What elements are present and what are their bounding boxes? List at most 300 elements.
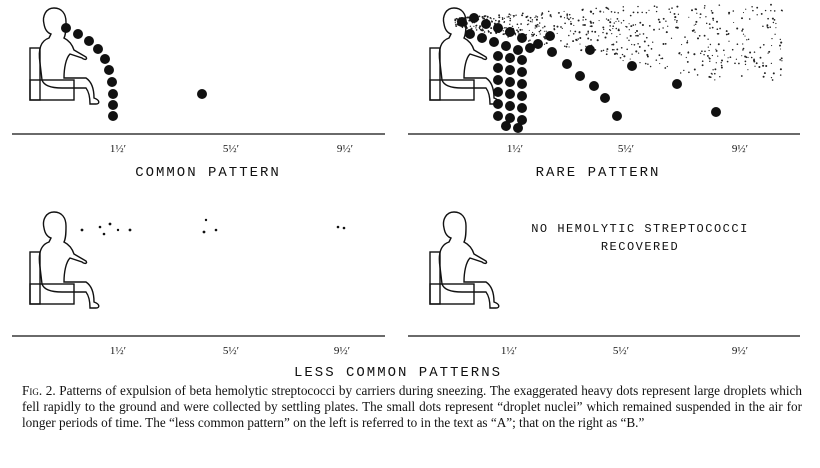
droplet-nucleus <box>498 14 500 16</box>
droplet-nucleus <box>676 6 678 8</box>
droplet-nucleus <box>683 70 684 71</box>
droplet-nucleus <box>564 17 565 18</box>
droplet-nucleus <box>697 74 699 76</box>
droplet-nucleus <box>712 55 713 56</box>
droplet-nucleus <box>667 66 668 67</box>
droplet-nucleus <box>515 33 516 34</box>
tick-label: 5½′ <box>612 345 630 357</box>
droplet-nucleus <box>590 39 592 41</box>
droplet-nucleus <box>659 63 660 64</box>
droplet-nucleus <box>744 56 746 58</box>
droplet-nucleus <box>656 11 657 12</box>
droplet-nucleus <box>454 19 456 21</box>
droplet-nucleus <box>747 69 748 70</box>
droplet-nucleus <box>599 10 601 12</box>
droplet-nucleus <box>730 56 732 58</box>
droplet-nucleus <box>710 44 711 45</box>
droplet-nucleus <box>550 14 552 16</box>
droplet-nucleus <box>719 4 721 6</box>
droplet-nucleus <box>712 18 714 20</box>
droplet-nucleus <box>491 21 493 23</box>
droplet-nucleus <box>721 67 723 69</box>
droplet-nucleus <box>752 10 754 12</box>
droplet-nucleus <box>569 46 570 47</box>
droplet-nucleus <box>560 26 562 28</box>
droplet-nucleus <box>675 27 677 29</box>
droplet-nucleus <box>772 18 774 20</box>
droplet-nucleus <box>566 46 568 48</box>
droplet-nucleus <box>630 25 632 27</box>
droplet-nucleus <box>695 8 697 10</box>
droplet-nucleus <box>504 34 505 35</box>
droplet-nucleus <box>634 44 636 46</box>
droplet-nucleus <box>717 56 718 57</box>
droplet-nucleus <box>691 9 693 11</box>
droplet-nucleus <box>595 8 597 10</box>
droplet-nucleus <box>517 31 519 33</box>
droplet-nucleus <box>573 25 574 26</box>
droplet-nucleus <box>775 27 776 28</box>
droplet-nucleus <box>564 22 566 24</box>
droplet-nucleus <box>618 28 619 29</box>
droplet-nucleus <box>768 51 770 53</box>
droplet-nucleus <box>704 35 706 37</box>
droplet-nucleus <box>610 18 611 19</box>
droplet-nucleus <box>560 16 562 18</box>
droplet-nucleus <box>678 52 680 54</box>
droplet-nucleus <box>616 41 618 43</box>
droplet-nucleus <box>663 18 665 20</box>
droplet-nucleus <box>536 25 537 26</box>
droplet-nucleus <box>584 24 586 26</box>
droplet-nucleus <box>557 33 558 34</box>
droplet-nucleus <box>631 44 632 45</box>
droplet-nucleus <box>641 12 643 14</box>
droplet-nucleus <box>670 12 671 13</box>
droplet-nucleus <box>480 29 481 30</box>
droplet-nucleus <box>743 12 744 13</box>
droplet-nucleus <box>550 16 551 17</box>
droplet-nucleus <box>771 45 772 46</box>
droplet-nucleus <box>548 11 550 13</box>
droplet-nucleus <box>715 49 716 50</box>
droplet-nucleus <box>504 21 505 22</box>
droplet-nucleus <box>630 35 632 37</box>
droplet-nucleus <box>721 65 723 67</box>
droplet-nucleus <box>665 20 666 21</box>
droplet-nucleus <box>742 28 744 30</box>
droplet-nucleus <box>678 14 679 15</box>
droplet-nucleus <box>574 31 576 33</box>
droplet-nucleus <box>590 22 592 24</box>
droplet-nucleus <box>617 12 619 14</box>
droplet-nucleus <box>592 22 594 24</box>
droplet-nucleus <box>579 37 581 39</box>
droplet-nucleus <box>709 61 710 62</box>
droplet-nucleus <box>527 16 528 17</box>
droplet-nucleus <box>546 31 547 32</box>
droplet-nucleus <box>572 40 574 42</box>
droplet-nucleus <box>681 54 682 55</box>
droplet-nucleus <box>693 53 695 55</box>
droplet-nucleus <box>697 37 699 39</box>
droplet-nucleus <box>728 57 729 58</box>
droplet-nucleus <box>642 24 644 26</box>
droplet-nucleus <box>470 26 471 27</box>
droplet-nucleus <box>564 46 565 47</box>
droplet-nucleus <box>590 10 592 12</box>
droplet-nucleus <box>781 57 783 59</box>
droplet-nucleus <box>684 36 686 38</box>
droplet-nucleus <box>619 34 620 35</box>
droplet-nucleus <box>510 14 511 15</box>
droplet-nucleus <box>707 55 709 57</box>
droplet-nucleus <box>529 30 530 31</box>
droplet-nucleus <box>639 22 641 24</box>
droplet-nucleus <box>514 15 515 16</box>
droplet-nucleus <box>781 60 782 61</box>
droplet-nucleus <box>704 7 705 8</box>
droplet-nucleus <box>535 15 536 16</box>
droplet-nucleus <box>658 19 660 21</box>
droplet-nucleus <box>651 48 653 50</box>
droplet-nucleus <box>537 16 539 18</box>
droplet-nucleus <box>517 23 519 25</box>
droplet-nucleus <box>518 27 519 28</box>
droplet-nucleus <box>506 27 507 28</box>
droplet-nucleus <box>623 6 624 7</box>
droplet-nucleus <box>648 45 650 47</box>
seated-person-a <box>30 212 99 308</box>
droplet-nucleus <box>615 21 616 22</box>
droplet-nucleus <box>585 19 587 21</box>
droplet-nucleus <box>616 28 618 30</box>
droplet-nucleus <box>635 32 636 33</box>
droplet-nucleus <box>717 33 719 35</box>
droplet-nucleus <box>613 49 614 50</box>
droplet-nucleus <box>586 34 588 36</box>
droplet-nucleus <box>774 19 776 21</box>
droplet-nucleus <box>611 33 612 34</box>
droplet-nucleus <box>780 48 781 49</box>
droplet-nucleus <box>680 72 681 73</box>
seated-person-b <box>430 212 499 308</box>
droplet-nucleus <box>599 20 600 21</box>
droplet-nucleus <box>534 17 535 18</box>
droplet-nucleus <box>636 30 638 32</box>
droplet-nucleus <box>711 12 713 14</box>
droplet-nucleus <box>745 64 746 65</box>
droplet-nucleus <box>614 12 616 14</box>
droplet-nucleus <box>780 39 781 40</box>
droplet-nucleus <box>745 61 747 63</box>
droplet-nucleus <box>632 24 634 26</box>
droplet-nucleus <box>744 36 745 37</box>
droplet-nucleus <box>603 50 605 52</box>
droplet-nucleus <box>758 66 760 68</box>
droplet-nucleus <box>616 48 618 50</box>
droplet-nucleus <box>579 31 581 33</box>
droplet-nucleus <box>749 51 751 53</box>
droplet-nucleus <box>704 50 706 52</box>
droplet-nucleus <box>540 33 541 34</box>
droplet-nucleus <box>569 14 571 16</box>
droplet-nucleus <box>633 11 635 13</box>
droplet-nucleus <box>537 24 539 26</box>
droplet-nucleus <box>717 28 719 30</box>
droplet-nucleus <box>535 27 536 28</box>
droplet-nucleus <box>520 23 522 25</box>
droplet-nucleus <box>578 19 580 21</box>
droplet-nucleus <box>541 17 543 19</box>
droplet-nucleus <box>770 4 772 6</box>
droplet-nucleus <box>629 23 630 24</box>
droplet-nucleus <box>700 53 701 54</box>
droplet-nucleus <box>763 76 765 78</box>
droplet-nucleus <box>650 66 652 68</box>
droplet-nucleus <box>665 43 667 45</box>
droplet-nucleus <box>522 29 523 30</box>
droplet-nucleus <box>479 28 480 29</box>
droplet-nucleus <box>521 14 523 16</box>
droplet-nucleus <box>566 13 568 15</box>
droplet-nucleus <box>590 26 591 27</box>
droplet-nucleus <box>531 35 532 36</box>
droplet-nucleus <box>508 13 510 15</box>
droplet-nucleus <box>644 50 646 52</box>
droplet-nucleus <box>674 19 675 20</box>
droplet-nucleus <box>607 19 609 21</box>
droplet-nucleus <box>754 51 756 53</box>
droplet-nucleus <box>771 63 772 64</box>
droplet-nucleus <box>727 34 728 35</box>
tick-label: 5½′ <box>617 143 635 155</box>
droplet-nucleus <box>745 9 746 10</box>
droplet-nucleus <box>509 20 511 22</box>
droplet-nucleus <box>714 79 715 80</box>
droplet-nucleus <box>681 44 682 45</box>
droplet-nucleus <box>694 69 696 71</box>
panel-title-rare: RARE PATTERN <box>535 165 661 181</box>
droplet-nucleus <box>536 35 537 36</box>
tick-label: 1½′ <box>500 345 518 357</box>
droplet-nucleus <box>606 53 608 55</box>
droplet-nucleus <box>570 23 572 25</box>
droplet-nucleus <box>635 50 637 52</box>
droplet-nucleus <box>558 12 560 14</box>
droplet-nucleus <box>763 44 765 46</box>
droplet-nucleus <box>570 17 571 18</box>
droplet-nucleus <box>484 15 486 17</box>
droplet-nucleus <box>773 72 775 74</box>
droplet-nucleus <box>498 16 500 18</box>
droplet-nucleus <box>711 73 712 74</box>
droplet-nucleus <box>646 12 647 13</box>
droplet-nucleus <box>677 27 679 29</box>
droplet-nucleus <box>620 57 622 59</box>
droplet-nucleus <box>688 17 689 18</box>
droplet-nucleus <box>542 27 543 28</box>
droplet-nucleus <box>686 57 687 58</box>
droplet-nucleus <box>635 24 636 25</box>
droplet-nucleus <box>579 44 580 45</box>
tick-label: 9½′ <box>731 143 749 155</box>
droplet-nucleus <box>637 35 639 37</box>
droplet-nucleus <box>714 68 716 70</box>
droplet-nucleus <box>626 26 628 28</box>
droplet-nucleus <box>581 9 583 11</box>
droplet-nucleus <box>727 61 729 63</box>
droplet-nucleus <box>654 5 656 7</box>
droplet-nucleus <box>528 40 530 42</box>
droplet-nucleus <box>644 41 646 43</box>
droplet-nucleus <box>582 24 584 26</box>
droplet-nucleus <box>519 29 521 31</box>
droplet-nucleus <box>507 16 508 17</box>
droplet-nucleus <box>490 17 492 19</box>
droplet-nucleus <box>515 15 516 16</box>
droplet-nucleus <box>626 49 628 51</box>
droplet-nucleus <box>522 13 524 15</box>
droplet-nucleus <box>695 21 697 23</box>
droplet-nucleus <box>708 46 709 47</box>
droplet-nucleus <box>611 11 613 13</box>
droplet-nucleus <box>567 17 569 19</box>
droplet-nucleus <box>532 32 533 33</box>
droplet-nucleus <box>616 36 617 37</box>
droplet-nucleus <box>509 24 510 25</box>
droplet-nucleus <box>719 28 721 30</box>
droplet-nucleus <box>490 32 492 34</box>
tick-label: 1½′ <box>506 143 524 155</box>
droplet-nucleus <box>748 39 749 40</box>
droplet-nucleus <box>504 18 505 19</box>
droplet-nucleus <box>774 34 775 35</box>
droplet-nucleus <box>656 59 658 61</box>
droplet-nucleus <box>692 30 693 31</box>
droplet-nucleus <box>623 55 625 57</box>
droplet-nucleus <box>630 59 631 60</box>
droplet-nucleus <box>512 26 513 27</box>
recovered-note: RECOVERED <box>600 240 680 254</box>
panel-less-common-b <box>408 212 800 357</box>
droplet-nucleus <box>723 49 725 51</box>
droplet-nucleus <box>743 34 744 35</box>
droplet-nucleus <box>490 27 492 29</box>
droplet-nucleus <box>671 38 672 39</box>
droplet-nucleus <box>530 21 531 22</box>
droplet-nucleus <box>773 22 774 23</box>
droplet-nucleus <box>708 50 709 51</box>
droplet-nucleus <box>602 26 604 28</box>
droplet-nucleus <box>701 50 703 52</box>
droplet-nucleus <box>618 20 619 21</box>
droplet-nucleus <box>610 30 611 31</box>
droplet-nucleus <box>544 44 545 45</box>
droplet-nucleus <box>660 58 661 59</box>
droplet-nucleus <box>637 6 638 7</box>
droplet-nucleus <box>709 23 711 25</box>
droplet-nucleus <box>587 38 589 40</box>
droplet-nucleus <box>694 31 695 32</box>
droplet-nucleus <box>544 31 545 32</box>
droplet-nucleus <box>762 26 764 28</box>
droplet-nucleus <box>648 10 649 11</box>
droplet-nucleus <box>751 57 753 59</box>
droplet-nucleus <box>674 16 676 18</box>
droplet-nucleus <box>695 24 696 25</box>
droplet-nucleus <box>772 79 774 81</box>
droplet-nucleus <box>753 61 755 63</box>
droplet-nucleus <box>653 29 655 31</box>
droplet-nucleus <box>566 15 568 17</box>
droplet-nucleus <box>482 16 484 18</box>
droplet-nucleus <box>780 74 781 75</box>
droplet-nucleus <box>705 16 706 17</box>
droplet-nucleus <box>539 31 540 32</box>
droplet-nucleus <box>749 18 751 20</box>
droplet-nucleus <box>716 50 718 52</box>
droplet-nucleus <box>502 17 503 18</box>
tick-label: 5½′ <box>222 345 240 357</box>
droplet-nucleus <box>539 22 541 24</box>
droplet-nucleus <box>612 49 614 51</box>
droplet-nucleus <box>637 43 639 45</box>
droplet-nucleus <box>771 38 772 39</box>
droplet-nucleus <box>700 13 702 15</box>
droplet-nucleus <box>703 54 704 55</box>
droplet-nucleus <box>733 10 735 12</box>
droplet-nucleus <box>767 26 768 27</box>
droplet-nucleus <box>709 27 710 28</box>
panel-title-common: COMMON PATTERN <box>135 165 281 181</box>
droplet-nucleus <box>756 62 758 64</box>
droplet-nucleus <box>649 25 651 27</box>
droplet-nucleus <box>693 29 695 31</box>
droplet-nucleus <box>536 19 538 21</box>
droplet-nucleus <box>718 43 720 45</box>
droplet-nucleus <box>659 21 661 23</box>
droplet-nucleus <box>741 30 743 32</box>
droplet-nucleus <box>741 17 743 19</box>
droplet-nucleus <box>612 25 614 27</box>
droplet-nucleus <box>622 54 623 55</box>
no-streptococci-note: NO HEMOLYTIC STREPTOCOCCI <box>531 222 749 236</box>
droplet-nucleus <box>502 18 504 20</box>
caption-text: Patterns of expulsion of beta hemolytic streptococci by carriers during sneezing. The exaggerated heavy dots represent large droplets which fell rapidly to the ground and were collected by settling plates. The small dots represent “droplet nuclei” which remained suspended in the air for longer periods of time. The “less common pattern” on the left is referred to in the text as “A”; that on the right as “B.” <box>22 383 802 431</box>
droplet-nucleus <box>728 12 730 14</box>
droplet-nucleus <box>721 62 722 63</box>
droplet-nucleus <box>576 40 578 42</box>
droplet-nucleus <box>601 50 603 52</box>
droplet-nucleus <box>676 22 677 23</box>
droplet-nucleus <box>702 64 704 66</box>
droplet-nucleus <box>582 19 583 20</box>
droplet-nucleus <box>553 29 555 31</box>
droplet-nucleus <box>765 10 766 11</box>
droplet-nucleus <box>623 20 624 21</box>
droplet-nucleus <box>741 55 742 56</box>
droplet-nucleus <box>473 26 474 27</box>
droplet-nucleus <box>713 20 714 21</box>
droplet-nucleus <box>495 20 497 22</box>
droplet-nucleus <box>666 31 668 33</box>
droplet-nucleus <box>609 21 611 23</box>
droplet-nucleus <box>738 63 740 65</box>
droplet-nucleus <box>766 24 768 26</box>
droplet-nucleus <box>726 34 728 36</box>
droplet-nucleus <box>510 18 512 20</box>
